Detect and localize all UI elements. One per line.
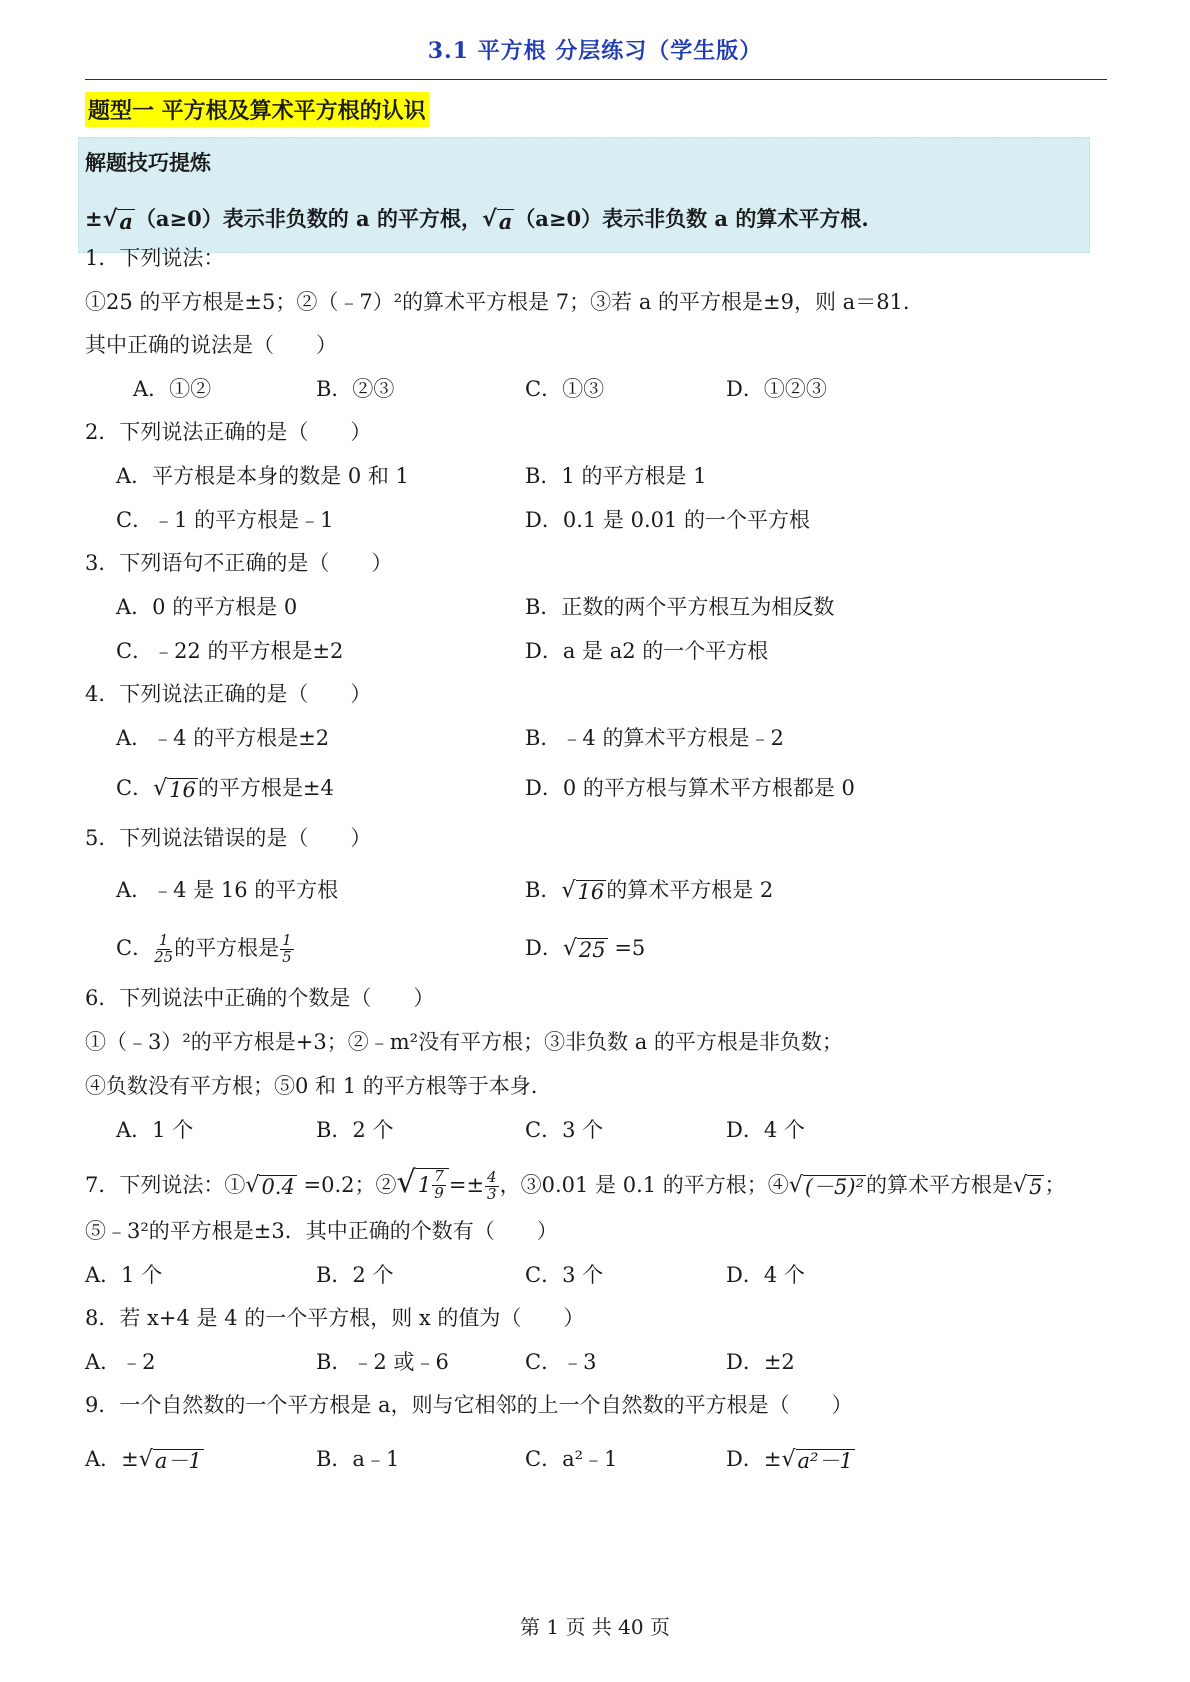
q5-option-c[interactable]: C． $\frac{1}{25}$ 的平方根是 $\frac{1}{5}$ — [116, 931, 292, 966]
q9-option-b[interactable]: B．a﹣1 — [316, 1447, 400, 1471]
q5-option-a[interactable]: A．﹣4 是 16 的平方根 — [116, 878, 339, 902]
sqrt-0-4: √ 0.4 — [245, 1173, 295, 1199]
tip-part1: （a≥0）表示非负数的 a 的平方根， — [134, 206, 482, 231]
q1-option-b[interactable]: B．②③ — [316, 377, 395, 401]
q2-option-b[interactable]: B．1 的平方根是 1 — [525, 464, 707, 488]
q4-stem: 4．下列说法正确的是（ ） — [85, 682, 372, 706]
q9-number: 9． — [85, 1393, 120, 1417]
q1-option-a[interactable]: A．①② — [133, 377, 212, 401]
title-rule — [85, 79, 1107, 80]
q9-option-d[interactable]: D．± √ a²－1 — [726, 1447, 853, 1473]
q8-option-d[interactable]: D．±2 — [726, 1350, 795, 1374]
q2-number: 2． — [85, 420, 120, 444]
q7-option-c[interactable]: C．3 个 — [525, 1263, 604, 1287]
q2-option-c[interactable]: C．﹣1 的平方根是﹣1 — [116, 508, 334, 532]
fraction-4-3: $\frac{4}{3}$ — [487, 1168, 497, 1203]
tip-pm: ± — [85, 206, 103, 231]
q1-option-c[interactable]: C．①③ — [525, 377, 605, 401]
q7-statement-5: ⑤﹣3²的平方根是±3．其中正确的个数有（ ） — [85, 1219, 558, 1243]
sqrt-16: √ 16 — [153, 776, 196, 802]
q6-statements-2: ④负数没有平方根；⑤0 和 1 的平方根等于本身. — [85, 1074, 538, 1098]
q1-stem: 1．下列说法： — [85, 246, 225, 270]
q8-option-a[interactable]: A．﹣2 — [85, 1350, 156, 1374]
q1-number: 1． — [85, 246, 120, 270]
q6-option-c[interactable]: C．3 个 — [525, 1118, 604, 1142]
page-title: 3.1 平方根 分层练习（学生版） — [427, 38, 763, 64]
q7-stem: 7．下列说法：① √ 0.4 =0.2；② √ 1 $\frac{7}{9}$ =± $\frac{4}{3}$ ，③0.01 是 0.1 的平方根；④ √ (－5)² 的算术平方根是 √ 5 ； — [85, 1165, 1066, 1203]
q6-statements-1: ①（﹣3）²的平方根是+3；②﹣m²没有平方根；③非负数 a 的平方根是非负数； — [85, 1030, 843, 1054]
tip-text — [85, 203, 869, 233]
q4-option-b[interactable]: B．﹣4 的算术平方根是﹣2 — [525, 726, 784, 750]
q3-number: 3． — [85, 551, 120, 575]
q5-option-d[interactable]: D． √ 25 =5 — [525, 936, 646, 962]
q6-option-b[interactable]: B．2 个 — [316, 1118, 394, 1142]
fraction-1-5: $\frac{1}{5}$ — [282, 931, 292, 966]
q7-number: 7． — [85, 1173, 120, 1197]
sqrt-a: √ a — [102, 207, 133, 234]
q5-number: 5． — [85, 826, 120, 850]
q1-statements: ①25 的平方根是±5；②（﹣7）²的算术平方根是 7；③若 a 的平方根是±9，则 a＝81. — [85, 290, 910, 314]
q2-option-a[interactable]: A．平方根是本身的数是 0 和 1 — [116, 464, 409, 488]
q7-option-d[interactable]: D．4 个 — [726, 1263, 805, 1287]
q9-option-a[interactable]: A．± √ a－1 — [85, 1447, 202, 1473]
sqrt-neg-5-squared: √ (－5)² — [788, 1173, 865, 1199]
q2-stem: 2．下列说法正确的是（ ） — [85, 420, 372, 444]
q7-option-a[interactable]: A．1 个 — [85, 1263, 163, 1287]
sqrt-a-squared-minus-1: √ a²－1 — [781, 1447, 853, 1473]
q3-option-b[interactable]: B．正数的两个平方根互为相反数 — [525, 595, 835, 619]
q8-option-b[interactable]: B．﹣2 或﹣6 — [316, 1350, 449, 1374]
sqrt-a-minus-1: √ a－1 — [138, 1447, 202, 1473]
q4-number: 4． — [85, 682, 120, 706]
q8-number: 8． — [85, 1306, 120, 1330]
q1-prompt: 其中正确的说法是（ ） — [85, 333, 337, 357]
sqrt-a-2: √ a — [481, 207, 513, 234]
q6-stem: 6．下列说法中正确的个数是（ ） — [85, 986, 435, 1010]
q1-option-d[interactable]: D．①②③ — [726, 377, 827, 401]
q4-option-a[interactable]: A．﹣4 的平方根是±2 — [116, 726, 330, 750]
q5-option-b[interactable]: B． √ 16 的算术平方根是 2 — [525, 878, 774, 904]
q9-stem: 9．一个自然数的一个平方根是 a，则与它相邻的上一个自然数的平方根是（ ） — [85, 1393, 853, 1417]
q3-stem: 3．下列语句不正确的是（ ） — [85, 551, 393, 575]
sqrt-16-b: √ 16 — [561, 878, 605, 904]
q8-option-c[interactable]: C．﹣3 — [525, 1350, 597, 1374]
q3-option-d[interactable]: D．a 是 a2 的一个平方根 — [525, 639, 769, 663]
q9-option-c[interactable]: C．a²﹣1 — [525, 1447, 618, 1471]
q5-stem: 5．下列说法错误的是（ ） — [85, 826, 372, 850]
q3-option-a[interactable]: A．0 的平方根是 0 — [116, 595, 298, 619]
sqrt-5: √ 5 — [1013, 1173, 1043, 1199]
q4-option-c[interactable]: C． √ 16 的平方根是±4 — [116, 776, 334, 802]
page-footer: 第 1 页 共 40 页 — [520, 1615, 670, 1639]
q3-option-c[interactable]: C．﹣22 的平方根是±2 — [116, 639, 344, 663]
sqrt-mixed-number: √ 1 $\frac{7}{9}$ — [397, 1168, 449, 1202]
q7-option-b[interactable]: B．2 个 — [316, 1263, 394, 1287]
tip-part2: （a≥0）表示非负数 a 的算术平方根. — [514, 206, 869, 231]
section-heading: 题型一 平方根及算术平方根的认识 — [85, 92, 429, 127]
fraction-1-25: $\frac{1}{25}$ — [154, 931, 174, 966]
q6-option-a[interactable]: A．1 个 — [116, 1118, 194, 1142]
sqrt-25: √ 25 — [562, 936, 606, 962]
tip-title: 解题技巧提炼 — [85, 150, 211, 175]
q8-stem: 8．若 x+4 是 4 的一个平方根，则 x 的值为（ ） — [85, 1306, 585, 1330]
q6-number: 6． — [85, 986, 120, 1010]
q6-option-d[interactable]: D．4 个 — [726, 1118, 805, 1142]
q4-option-d[interactable]: D．0 的平方根与算术平方根都是 0 — [525, 776, 855, 800]
tip-box — [78, 137, 1090, 253]
q2-option-d[interactable]: D．0.1 是 0.01 的一个平方根 — [525, 508, 811, 532]
